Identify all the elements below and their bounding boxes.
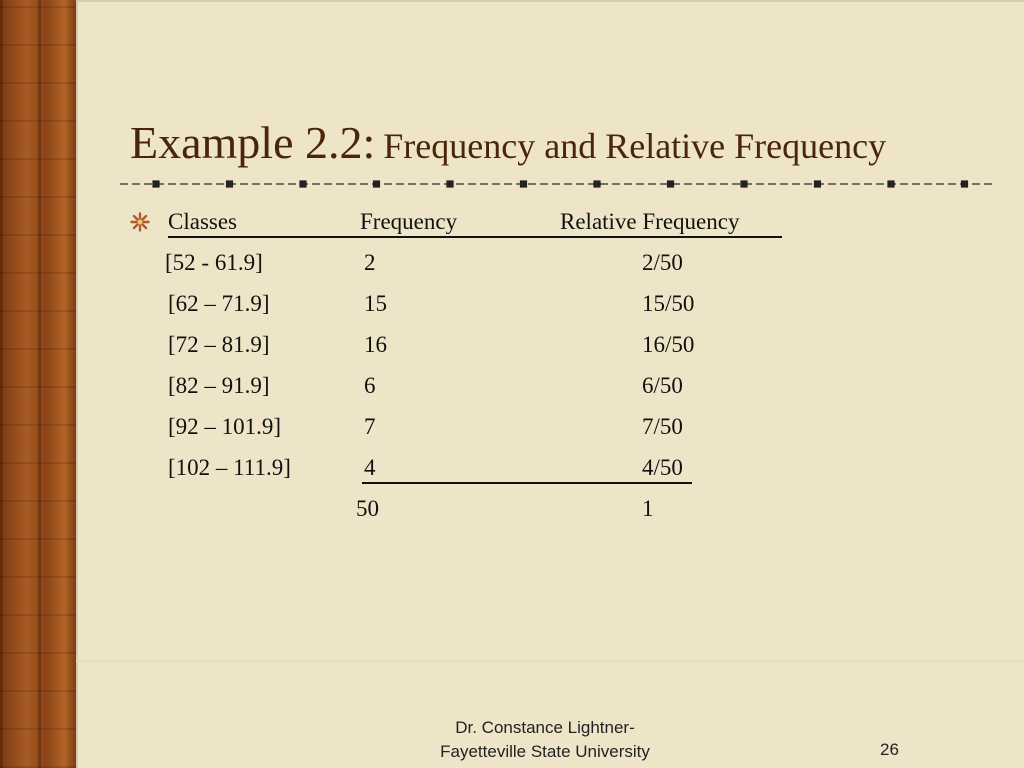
footer-line-1: Dr. Constance Lightner- [455, 718, 635, 737]
title-sub: Frequency and Relative Frequency [383, 126, 887, 166]
header-underline [168, 236, 782, 238]
title-main: Example 2.2: [130, 117, 376, 168]
row-2-class: [62 – 71.9] [168, 291, 270, 316]
header-classes: Classes [168, 209, 237, 234]
row-6-relative: 4/50 [642, 455, 683, 480]
total-relative: 1 [642, 496, 654, 521]
row-1-relative: 2/50 [642, 250, 683, 275]
row-3-frequency: 16 [364, 332, 387, 357]
row-2-frequency: 15 [364, 291, 387, 316]
header-frequency: Frequency [360, 209, 458, 234]
asterisk-bullet-icon [130, 212, 150, 232]
footer-author [420, 716, 670, 764]
footer-line-2: Fayetteville State University [440, 742, 650, 761]
row-6-underline [362, 482, 692, 484]
row-2-relative: 15/50 [642, 291, 695, 316]
page-number: 26 [880, 740, 899, 759]
row-4-frequency: 6 [364, 373, 376, 398]
row-5-relative: 7/50 [642, 414, 683, 439]
row-3-class: [72 – 81.9] [168, 332, 270, 357]
header-relative-frequency: Relative Frequency [560, 209, 740, 234]
bottom-rule [76, 660, 1024, 662]
row-5-frequency: 7 [364, 414, 376, 439]
row-5-class: [92 – 101.9] [168, 414, 282, 439]
row-1-class: [52 - 61.9] [165, 250, 263, 275]
row-3-relative: 16/50 [642, 332, 695, 357]
row-4-relative: 6/50 [642, 373, 683, 398]
row-6-frequency: 4 [364, 455, 376, 480]
row-1-frequency: 2 [364, 250, 376, 275]
row-4-class: [82 – 91.9] [168, 373, 270, 398]
total-frequency: 50 [356, 496, 379, 521]
row-6-class: [102 – 111.9] [168, 455, 291, 480]
